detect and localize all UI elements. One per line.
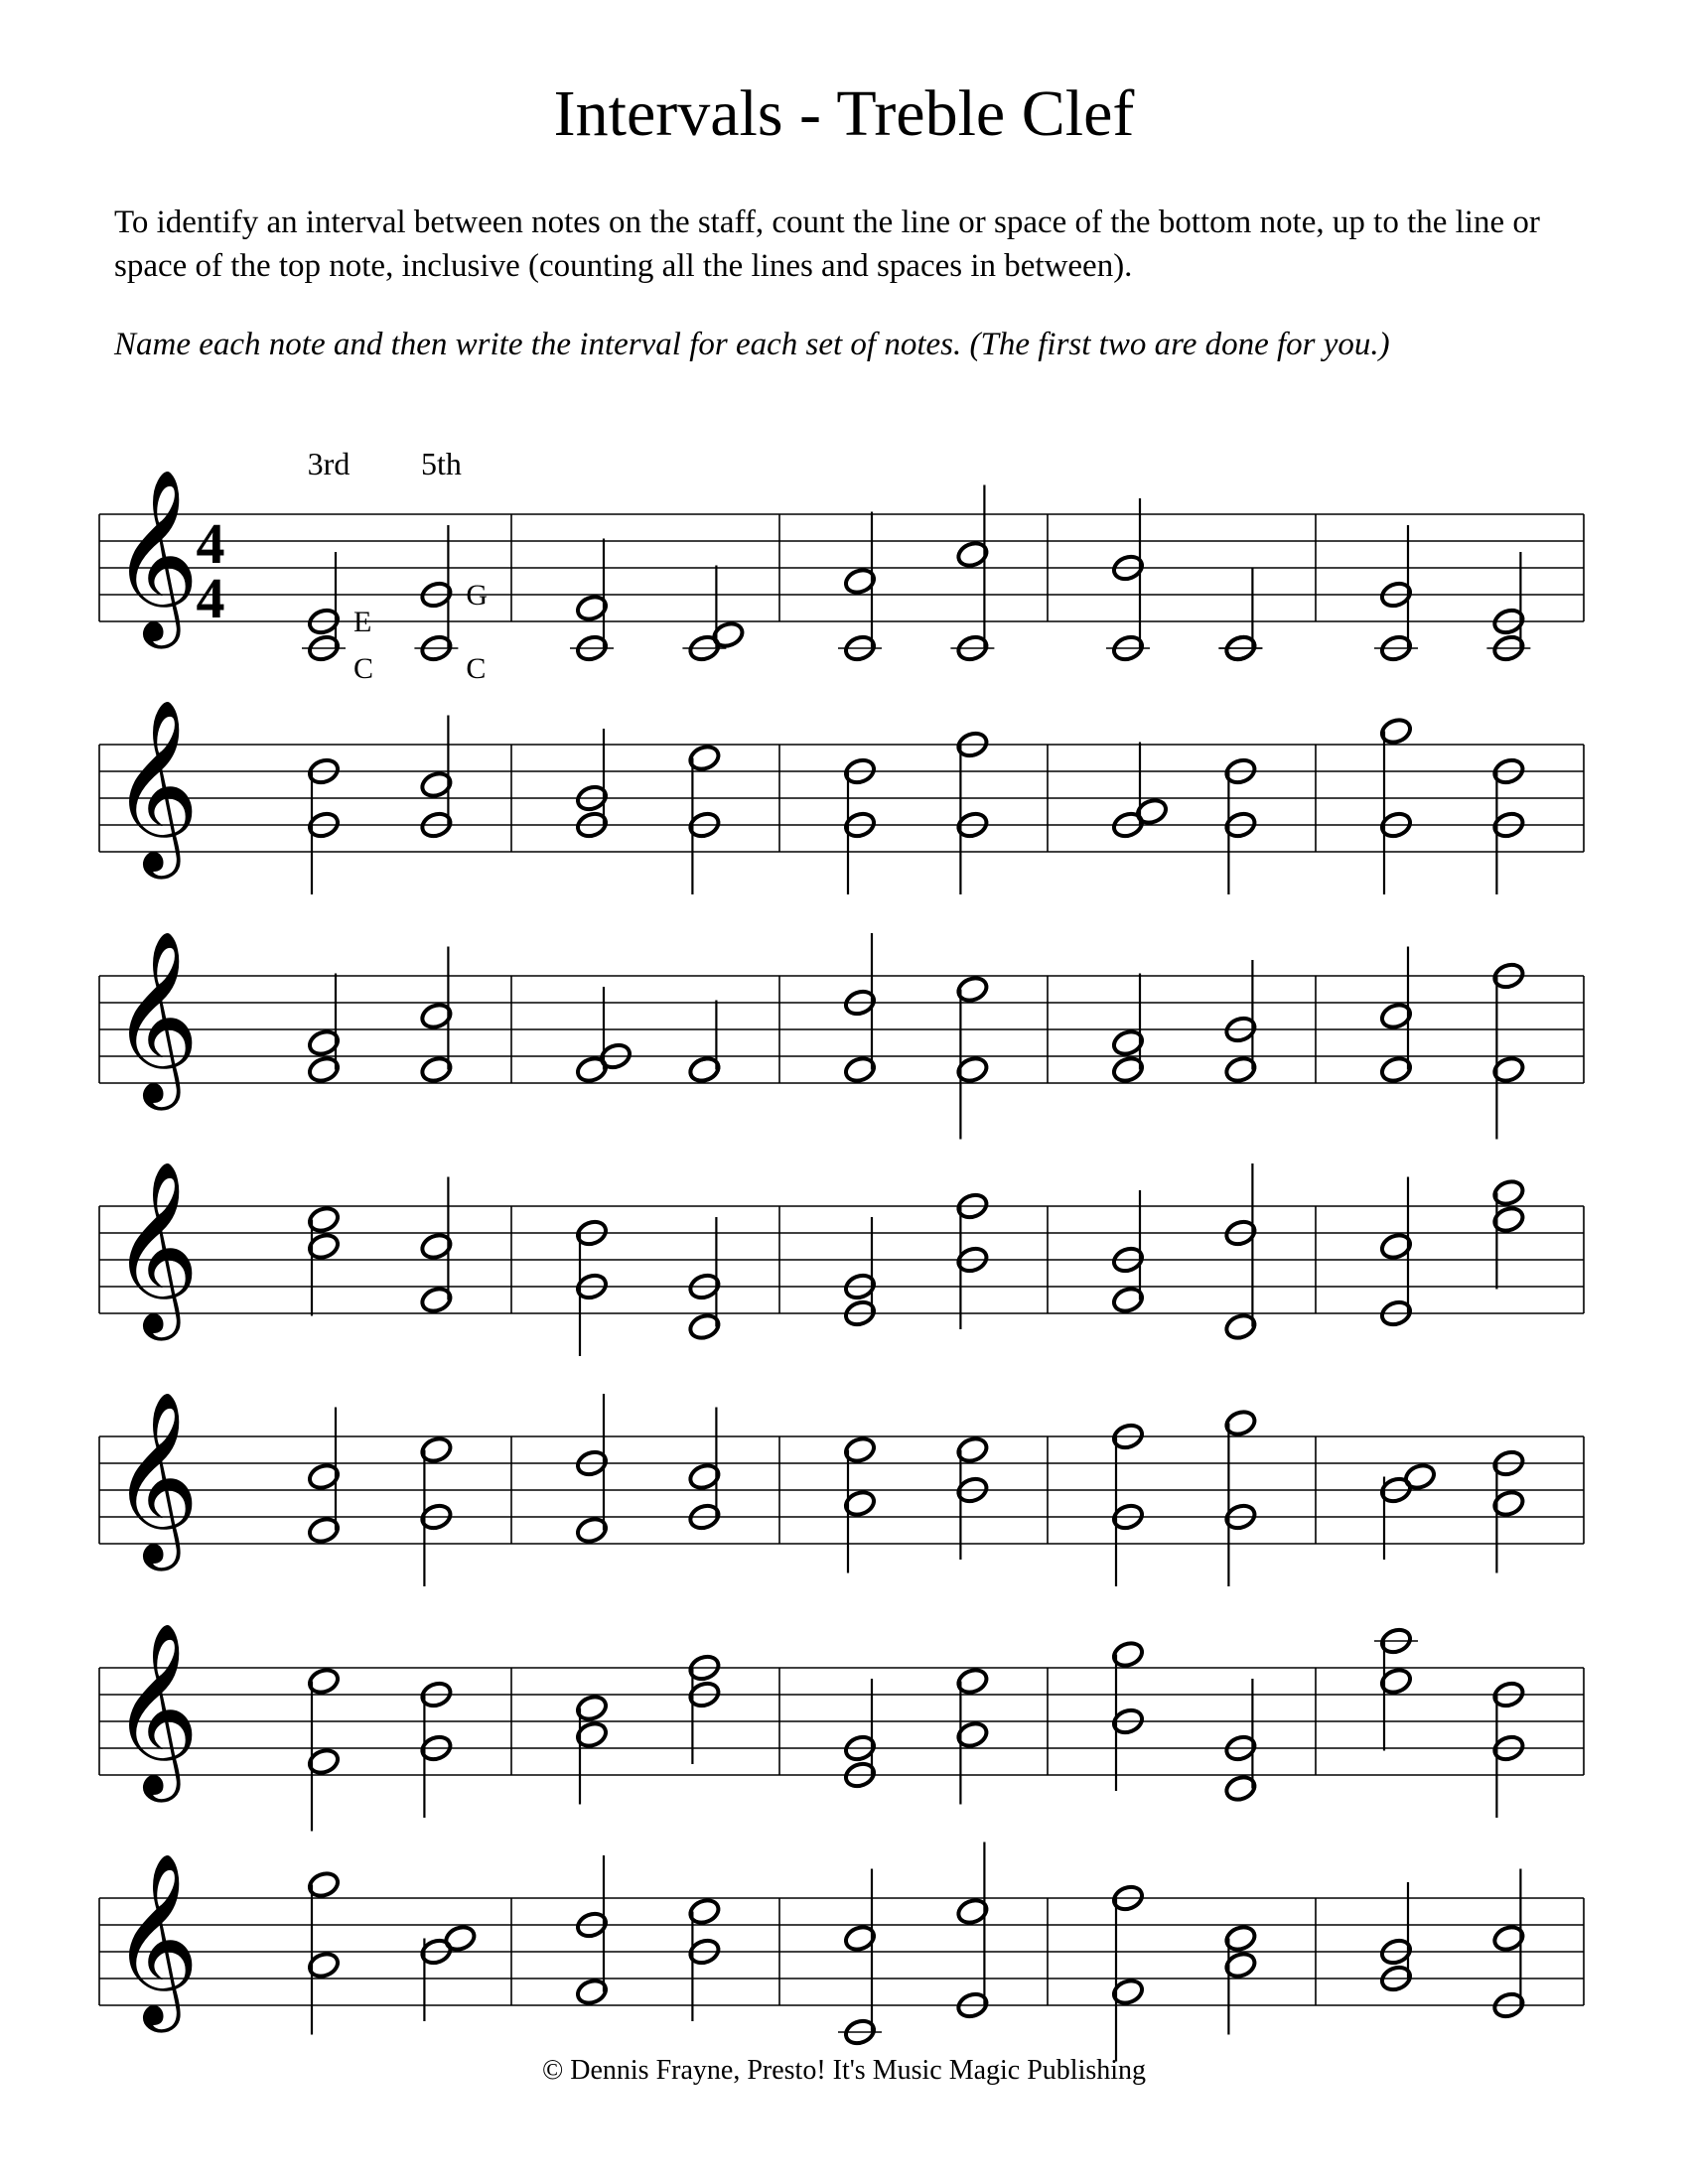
time-signature-bottom: 4 xyxy=(196,566,225,630)
task-text: Name each note and then write the interval for each set of notes. (The first two are done for you.) xyxy=(114,327,1390,362)
note-name-bottom: C xyxy=(353,652,374,685)
page-title: Intervals - Treble Clef xyxy=(553,77,1135,150)
treble-clef-icon: 𝄞 xyxy=(111,1391,200,1564)
treble-clef-icon: 𝄞 xyxy=(111,699,200,872)
treble-clef-icon: 𝄞 xyxy=(111,1160,200,1333)
note-name-top: G xyxy=(466,579,489,612)
interval-answer-label: 3rd xyxy=(307,446,351,481)
time-signature-top: 4 xyxy=(196,511,225,576)
interval-answer-label: 5th xyxy=(420,446,462,481)
note-name-top: E xyxy=(353,606,372,638)
treble-clef-icon: 𝄞 xyxy=(111,1622,200,1795)
treble-clef-icon: 𝄞 xyxy=(111,1852,200,2025)
instructions-text: To identify an interval between notes on the staff, count the line or space of the bottom note, up to the line or space of the top note, inclusive (counting all the lines and spaces in between). xyxy=(114,205,1540,284)
treble-clef-icon: 𝄞 xyxy=(111,469,200,641)
note-name-bottom: C xyxy=(466,652,487,685)
treble-clef-icon: 𝄞 xyxy=(111,930,200,1103)
copyright-footer: © Dennis Frayne, Presto! It's Music Magic Publishing xyxy=(541,2055,1147,2086)
half-note-head xyxy=(1403,1461,1438,1491)
half-note-head xyxy=(443,1923,478,1953)
